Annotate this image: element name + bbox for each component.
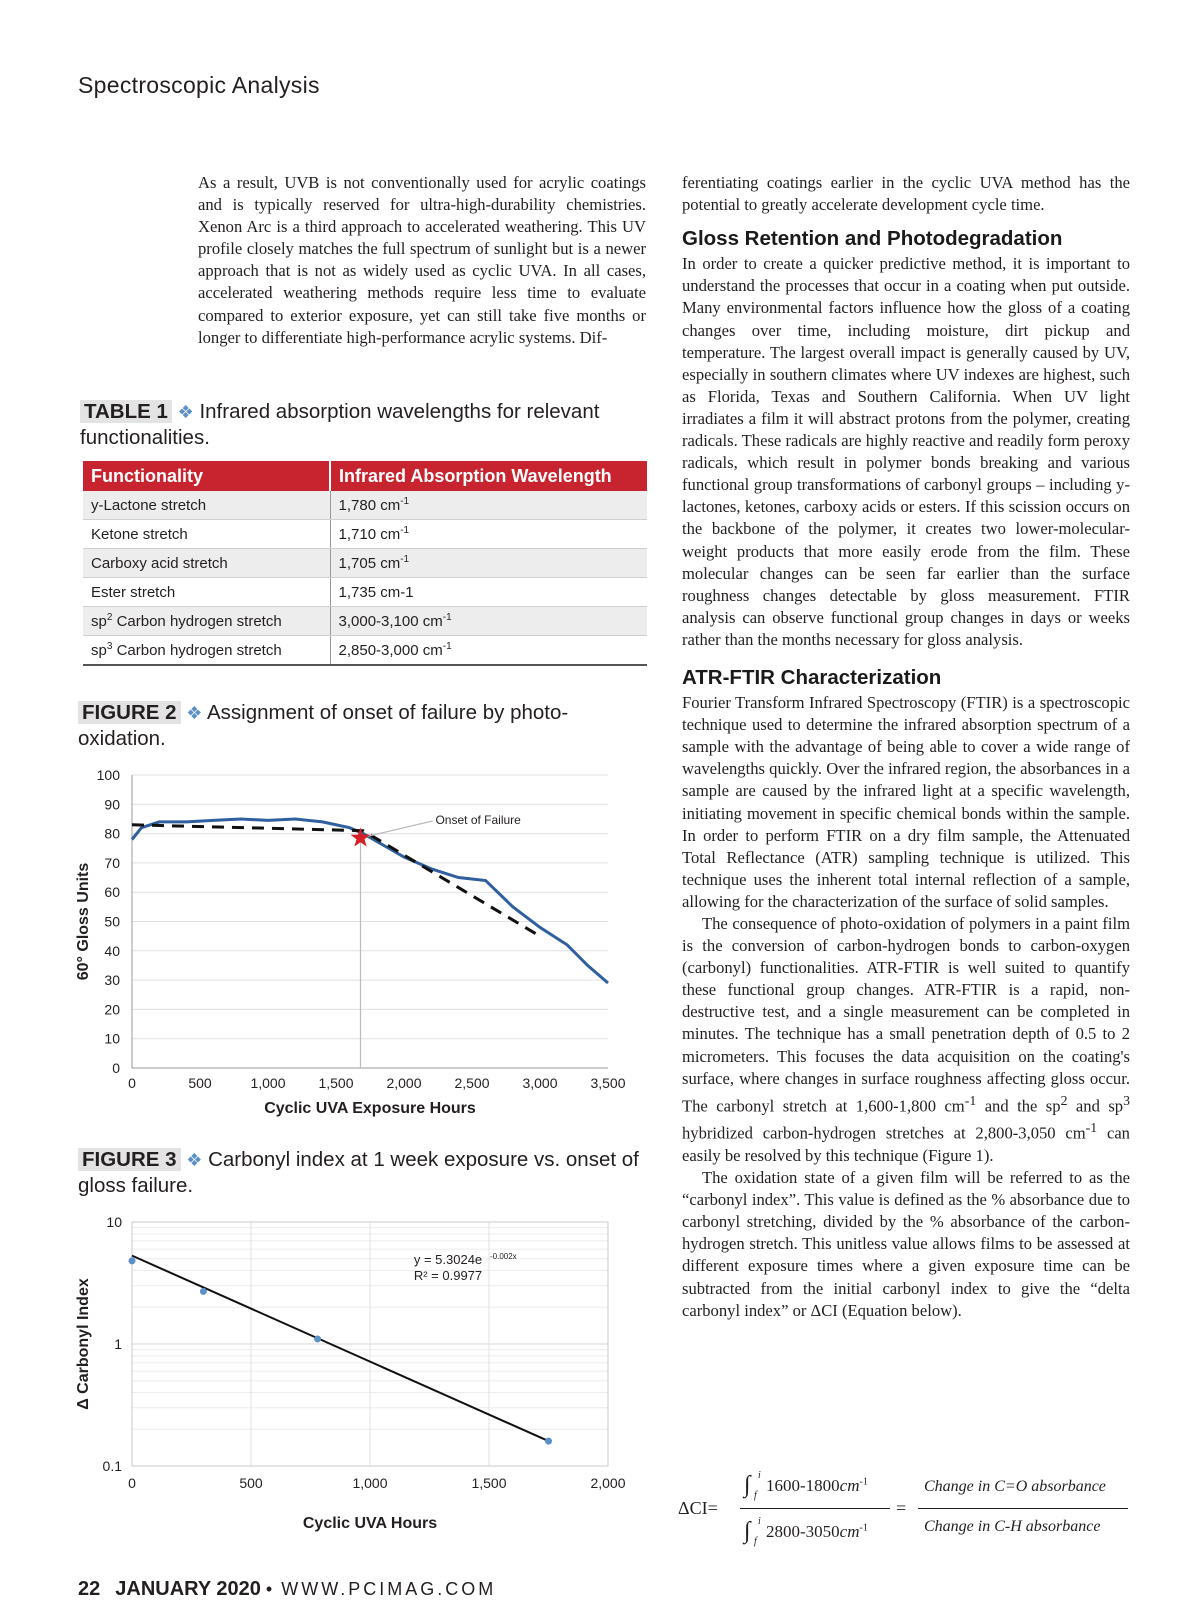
y-axis-label: 60° Gloss Units — [75, 862, 92, 981]
integral-icon: ∫ — [744, 1518, 751, 1544]
y-tick-label: 0.1 — [102, 1458, 122, 1474]
table-row: Ketone stretch 1,710 $cm^{-1}$ — [83, 520, 647, 549]
x-tick-label: 2,000 — [386, 1075, 422, 1091]
figure2-caption — [78, 700, 638, 751]
figure3-caption-text: Carbonyl index at 1 week exposure vs. onset of gloss failure. — [78, 1148, 639, 1197]
x-tick-label: 3,000 — [522, 1075, 558, 1091]
table1-caption — [80, 399, 640, 450]
y-tick-label: 0 — [112, 1060, 120, 1076]
y-axis-label: Δ Carbonyl Index — [75, 1278, 92, 1410]
figure2-label: FIGURE 2 — [78, 701, 181, 724]
table-header-wavelength: Infrared Absorption Wavelength — [330, 461, 647, 491]
y-tick-label: 100 — [96, 767, 120, 783]
integral-icon: ∫ — [744, 1472, 751, 1498]
trendline — [132, 1256, 549, 1441]
right-body-text — [682, 172, 1130, 1322]
diamond-icon: ❖ — [186, 703, 203, 723]
y-tick-label: 20 — [104, 1001, 120, 1018]
footer-url: WWW.PCIMAG.COM — [281, 1579, 497, 1599]
x-tick-label: 2,000 — [590, 1475, 626, 1491]
carbonyl-chart — [70, 1200, 650, 1535]
y-tick-label: 30 — [104, 972, 120, 989]
table-row: $sp^2$ Carbon hydrogen stretch 3,000-3,100 $cm^{-1}$ — [83, 607, 647, 636]
x-tick-label: 500 — [239, 1475, 263, 1491]
y-tick-label: 80 — [104, 825, 120, 842]
table-row: $sp^3$ Carbon hydrogen stretch 2,850-3,000 $cm^{-1}$ — [83, 636, 647, 666]
annotation-leader — [360, 821, 432, 838]
data-point — [545, 1438, 552, 1445]
table-row: Carboxy acid stretch 1,705 $cm^{-1}$ — [83, 549, 647, 578]
eq-lhs: ΔCI= — [678, 1498, 718, 1518]
table-header-functionality: Functionality — [83, 461, 330, 491]
y-tick-label: 10 — [106, 1214, 122, 1230]
heading-gloss-retention: Gloss Retention and Photodegradation — [682, 227, 1063, 251]
data-point — [314, 1335, 321, 1342]
data-point — [200, 1288, 207, 1295]
heading-atr-ftir: ATR-FTIR Characterization — [682, 665, 942, 689]
x-tick-label: 3,500 — [590, 1075, 626, 1091]
right-paragraph-1: In order to create a quicker predictive method, it is important to understand the processes that occur in a coating when put outside. Many environmental factors influence how the gloss of a coating changes over time, including moisture, dirt pickup and temperature. The largest overall impact is generally caused by UV, especially in southern climates where UV indexes are highest, such as Florida, Texas and Southern California. When UV light irradiates a film it will abstract protons from the polymer, creating radicals. These radicals are highly reactive and readily form peroxy radicals, which result in polymer bonds breaking and various functional group transformations of carbonyl groups – including y-lactones, ketones, carboxy acids or esters. If this scission occurs on the backbone of the polymer, it creates two lower-molecular-weight products that more easily erode from the film. These molecular changes can be seen far earlier than the surface roughness changes detectable by gloss measurement. FTIR analysis can observe functional group changes in days or weeks rather than the months necessary for gloss analysis. — [682, 254, 1130, 649]
diamond-icon: ❖ — [186, 1150, 203, 1170]
section-header: Spectroscopic Analysis — [78, 72, 320, 98]
y-tick-label: 50 — [104, 913, 120, 930]
r-squared: R² = 0.9977 — [413, 1268, 483, 1283]
gloss-chart — [70, 750, 650, 1120]
right-paragraph-0: ferentiating coatings earlier in the cyclic UVA method has the potential to greatly accelerate development cycle time. — [682, 173, 1130, 215]
right-paragraph-4: The oxidation state of a given film will be referred to as the “carbonyl index”. This value is defined as the % absorbance due to carbonyl stretching, divided by the % absorbance of the carbon-hydrogen stretch. This unitless value allows films to be assessed at different exposure times where a given exposure time can be subtracted from the initial carbonyl index to give the “delta carbonyl index” or ΔCI (Equation below). — [682, 1168, 1130, 1320]
left-body-text — [198, 172, 646, 349]
issue-date: JANUARY 2020 — [115, 1578, 261, 1600]
y-tick-label: 90 — [104, 796, 120, 813]
y-tick-label: 60 — [104, 884, 120, 901]
x-axis-label: Cyclic UVA Exposure Hours — [264, 1100, 476, 1117]
x-tick-label: 500 — [188, 1075, 212, 1091]
left-paragraph: As a result, UVB is not conventionally used for acrylic coatings and is typically reserved for ultra-high-durability chemistries. Xenon Arc is a third approach to accelerated weathering. This UV profile closely matches the full spectrum of sunlight but is a newer approach that is not as widely used as cyclic UVA. In all cases, accelerated weathering methods require less time to evaluate compared to exterior exposure, yet can still take five months or longer to differentiate high-performance acrylic systems. Dif- — [198, 173, 646, 347]
footer-separator: • — [265, 1579, 273, 1599]
delta-ci-equation: ΔCI= ∫ i f $1600-1800cm^{-1}$ ∫ i f $2800-3050cm^{-1}$ = Change in C=O absorbance Change in C-H absorbance — [678, 1470, 1130, 1550]
y-tick-label: 10 — [104, 1030, 120, 1047]
y-tick-label: 1 — [114, 1336, 122, 1352]
figure2-caption-text: Assignment of onset of failure by photo-oxidation. — [78, 701, 569, 750]
y-tick-label: 40 — [104, 942, 120, 959]
figure3-caption — [78, 1147, 648, 1198]
x-tick-label: 1,500 — [318, 1075, 354, 1091]
trendline-equation-exponent: -0.002x — [490, 1252, 517, 1261]
x-tick-label: 0 — [128, 1075, 136, 1091]
x-tick-label: 0 — [128, 1475, 136, 1491]
page-footer — [78, 1578, 496, 1601]
x-axis-label: Cyclic UVA Hours — [302, 1515, 438, 1532]
table1-caption-text: Infrared absorption wavelengths for relevant functionalities. — [80, 400, 600, 449]
table-row: y-Lactone stretch 1,780 $cm^{-1}$ — [83, 491, 647, 520]
gloss-series-line — [132, 819, 608, 983]
x-tick-label: 1,500 — [471, 1475, 507, 1491]
y-tick-label: 70 — [104, 854, 120, 871]
diamond-icon: ❖ — [177, 402, 194, 422]
table-row: Ester stretch 1,735 cm-1 — [83, 578, 647, 607]
page-number: 22 — [78, 1578, 101, 1600]
table-header-row — [83, 461, 647, 491]
x-tick-label: 2,500 — [454, 1075, 490, 1091]
figure3-label: FIGURE 3 — [78, 1148, 181, 1171]
table1-label: TABLE 1 — [80, 400, 172, 423]
annotation-label: Onset of Failure — [435, 812, 521, 827]
x-tick-label: 1,000 — [352, 1475, 388, 1491]
trendline-equation: y = 5.3024e — [413, 1252, 483, 1267]
data-point — [129, 1257, 136, 1264]
right-paragraph-3: The consequence of photo-oxidation of polymers in a paint film is the conversion of carbon-hydrogen bonds to carbon-oxygen (carbonyl) functionalities. ATR-FTIR is well suited to quantify these functional group changes. ATR-FTIR is a rapid, non-destructive test, and a single measurement can be completed in minutes. The technique has a small penetration depth of 0.5 to 2 micrometers. This focuses the data acquisition on the coating's surface, where changes in surface roughness affecting gloss occur. The carbonyl stretch at 1,600-1,800 $cm^{-1}$ and the $sp^2$ and $sp^3$ hybridized carbon-hydrogen stretches at 2,800-3,050 $cm^{-1}$ can easily be resolved by this technique (Figure 1). — [682, 914, 1130, 1165]
right-paragraph-2: Fourier Transform Infrared Spectroscopy (FTIR) is a spectroscopic technique used to determine the infrared absorption spectrum of a sample with the advantage of being able to cover a wide range of wavelengths quickly. Over the infrared region, the absorbances in a sample are caused by the infrared light at a specific wavelength, initiating movement in specific chemical bonds within the sample. In order to perform FTIR on a dry film sample, the Attenuated Total Reflectance (ATR) sampling technique is utilized. This technique uses the inherent total internal reflection of a sample, allowing for the characterization of the surface of solid samples. — [682, 693, 1130, 911]
x-tick-label: 1,000 — [250, 1075, 286, 1091]
table1 — [83, 461, 647, 666]
